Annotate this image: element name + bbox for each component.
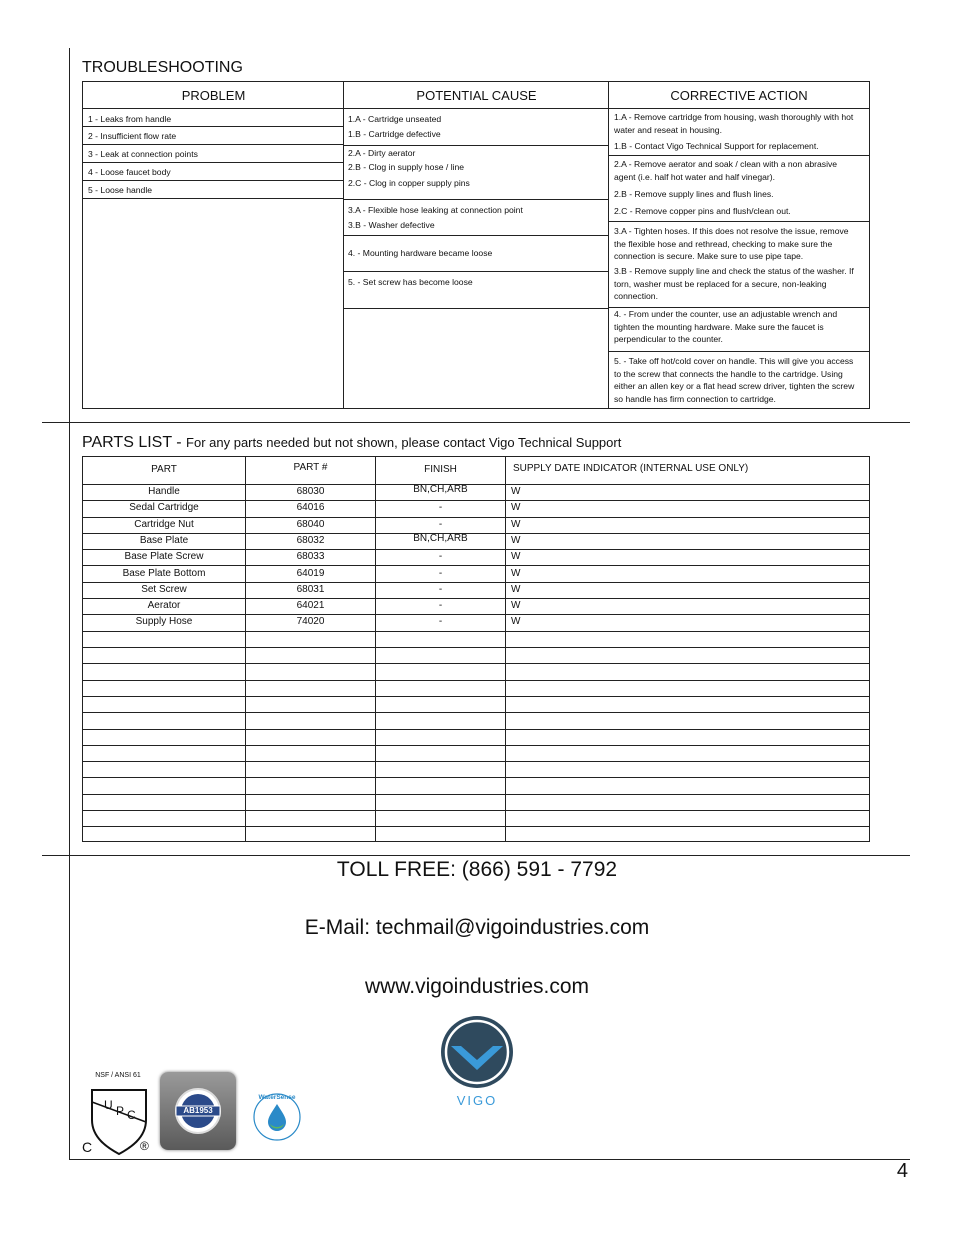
page-number: 4 — [896, 1160, 908, 1182]
part-finish: - — [438, 568, 443, 579]
row-divider — [83, 614, 869, 615]
upc-letter-p: P — [116, 1104, 125, 1118]
problem-item: 2 - Insufficient flow rate — [88, 131, 177, 141]
action-text: 1.A - Remove cartridge from housing, wash thoroughly with hot — [614, 112, 854, 122]
row-divider — [83, 517, 869, 518]
cause-item: 3.A - Flexible hose leaking at connection point — [348, 205, 523, 215]
cause-item: 2.C - Clog in copper supply pins — [348, 178, 470, 188]
action-text: connection is secure. Make sure to use pipe tape. — [614, 251, 804, 261]
row-divider — [83, 647, 869, 648]
action-text: agent (i.e. half hot water and half vinegar). — [614, 172, 775, 182]
parts-list-subtitle: For any parts needed but not shown, please contact Vigo Technical Support — [186, 435, 622, 450]
part-finish: - — [438, 502, 443, 513]
row-divider — [83, 500, 869, 501]
email-address[interactable]: E-Mail: techmail@vigoindustries.com — [304, 916, 650, 939]
watersense-logo — [252, 1092, 302, 1142]
registered-mark: ® — [140, 1139, 149, 1153]
row-divider — [83, 663, 869, 664]
supply-date-indicator: W — [511, 600, 521, 611]
header-problem: PROBLEM — [83, 82, 344, 109]
footer-line — [69, 1159, 910, 1160]
part-name: Aerator — [147, 600, 181, 611]
toll-free-phone: TOLL FREE: (866) 591 - 7792 — [336, 858, 618, 881]
row-divider — [83, 598, 869, 599]
supply-date-indicator: W — [511, 486, 521, 497]
row-divider — [83, 826, 869, 827]
supply-date-indicator: W — [511, 519, 521, 530]
row-divider — [83, 631, 869, 632]
header-potential-cause: POTENTIAL CAUSE — [344, 82, 609, 109]
ab1953-label: AB1953 — [183, 1106, 213, 1115]
part-number: 74020 — [296, 616, 325, 627]
action-text: connection. — [614, 291, 658, 301]
part-number: 68033 — [296, 551, 325, 562]
part-finish: BN,CH,ARB — [413, 484, 468, 495]
action-text: so handle has firm connection to cartridge. — [614, 394, 776, 404]
row-divider — [83, 729, 869, 730]
part-name: Sedal Cartridge — [129, 502, 199, 513]
part-number: 64021 — [296, 600, 325, 611]
action-text: torn, washer must be replaced for a secure, non-leaking — [614, 279, 827, 289]
upc-certification-logo — [82, 1072, 156, 1158]
part-name: Base Plate Screw — [124, 551, 204, 562]
action-text: to the screw that connects the handle to the cartridge. Using — [614, 369, 843, 379]
problem-item: 4 - Loose faucet body — [88, 167, 171, 177]
part-finish: - — [438, 519, 443, 530]
watersense-label: WaterSense — [258, 1094, 296, 1101]
part-name: Set Screw — [141, 584, 187, 595]
part-name: Supply Hose — [135, 616, 193, 627]
supply-date-indicator: W — [511, 535, 521, 546]
action-text: 2.B - Remove supply lines and flush lines. — [614, 189, 774, 199]
part-number: 68032 — [296, 535, 325, 546]
supply-date-indicator: W — [511, 502, 521, 513]
row-divider — [83, 549, 869, 550]
vigo-logo — [437, 1014, 517, 1106]
problem-item: 1 - Leaks from handle — [88, 114, 172, 124]
ab1953-logo — [160, 1072, 236, 1150]
upc-letter-c: C — [127, 1108, 136, 1122]
parts-table — [82, 456, 870, 842]
action-text: the flexible hose and rethread, checking to make sure the — [614, 239, 833, 249]
action-text: water and reseat in housing. — [614, 125, 722, 135]
part-finish: - — [438, 551, 443, 562]
action-text: 5. - Take off hot/cold cover on handle. This will give you access — [614, 356, 854, 366]
section-divider — [42, 855, 910, 856]
cause-item: 5. - Set screw has become loose — [348, 277, 473, 287]
part-number: 64019 — [296, 568, 325, 579]
problem-item: 5 - Loose handle — [88, 185, 153, 195]
supply-date-indicator: W — [511, 551, 521, 562]
header-finish: FINISH — [424, 464, 457, 475]
part-finish: - — [438, 584, 443, 595]
row-divider — [83, 712, 869, 713]
row-divider — [83, 680, 869, 681]
cause-item: 2.B - Clog in supply hose / line — [348, 162, 465, 172]
cause-item: 2.A - Dirty aerator — [348, 148, 416, 158]
c-mark: C — [82, 1139, 93, 1155]
troubleshooting-title: TROUBLESHOOTING — [82, 59, 243, 76]
part-name: Base Plate — [139, 535, 189, 546]
action-text: 1.B - Contact Vigo Technical Support for replacement. — [614, 141, 819, 151]
action-text: 4. - From under the counter, use an adjustable wrench and — [614, 309, 838, 319]
row-divider — [83, 565, 869, 566]
row-divider — [83, 696, 869, 697]
cause-item: 1.B - Cartridge defective — [348, 129, 441, 139]
website-link[interactable]: www.vigoindustries.com — [364, 975, 590, 998]
vigo-wordmark: VIGO — [456, 1093, 498, 1108]
part-finish: - — [438, 600, 443, 611]
upc-letter-u: U — [104, 1098, 113, 1112]
action-text: tighten the mounting hardware. Make sure the faucet is — [614, 322, 824, 332]
header-supply-date: SUPPLY DATE INDICATOR (INTERNAL USE ONLY) — [513, 463, 749, 474]
action-text: 3.A - Tighten hoses. If this does not resolve the issue, remove — [614, 226, 849, 236]
cause-item: 1.A - Cartridge unseated — [348, 114, 442, 124]
row-divider — [83, 761, 869, 762]
part-name: Base Plate Bottom — [122, 568, 206, 579]
section-divider — [42, 422, 910, 423]
row-divider — [83, 745, 869, 746]
action-text: perpendicular to the counter. — [614, 334, 723, 344]
header-part-number: PART # — [293, 462, 328, 473]
part-number: 64016 — [296, 502, 325, 513]
row-divider — [83, 810, 869, 811]
row-divider — [83, 794, 869, 795]
part-number: 68040 — [296, 519, 325, 530]
header-corrective-action: CORRECTIVE ACTION — [609, 82, 869, 109]
supply-date-indicator: W — [511, 616, 521, 627]
row-divider — [83, 777, 869, 778]
supply-date-indicator: W — [511, 568, 521, 579]
parts-list-heading: PARTS LIST - — [82, 434, 187, 451]
row-divider — [83, 582, 869, 583]
cause-item: 4. - Mounting hardware became loose — [348, 248, 493, 258]
supply-date-indicator: W — [511, 584, 521, 595]
troubleshooting-table — [82, 81, 870, 409]
header-part: PART — [151, 464, 177, 475]
action-text: 2.A - Remove aerator and soak / clean with a non abrasive — [614, 159, 838, 169]
part-finish: - — [438, 616, 443, 627]
action-text: either an allen key or a flat head screw driver, tighten the screw — [614, 381, 855, 391]
part-number: 68030 — [296, 486, 325, 497]
part-number: 68031 — [296, 584, 325, 595]
cause-item: 3.B - Washer defective — [348, 220, 435, 230]
vigo-emblem-icon — [437, 1014, 517, 1090]
part-name: Cartridge Nut — [134, 519, 194, 530]
action-text: 2.C - Remove copper pins and flush/clean out. — [614, 206, 791, 216]
nsf-ansi-label: NSF / ANSI 61 — [95, 1072, 141, 1079]
action-text: 3.B - Remove supply line and check the status of the washer. If — [614, 266, 854, 276]
parts-list-title — [82, 434, 621, 452]
part-name: Handle — [148, 486, 180, 497]
part-finish: BN,CH,ARB — [413, 533, 468, 544]
problem-item: 3 - Leak at connection points — [88, 149, 198, 159]
